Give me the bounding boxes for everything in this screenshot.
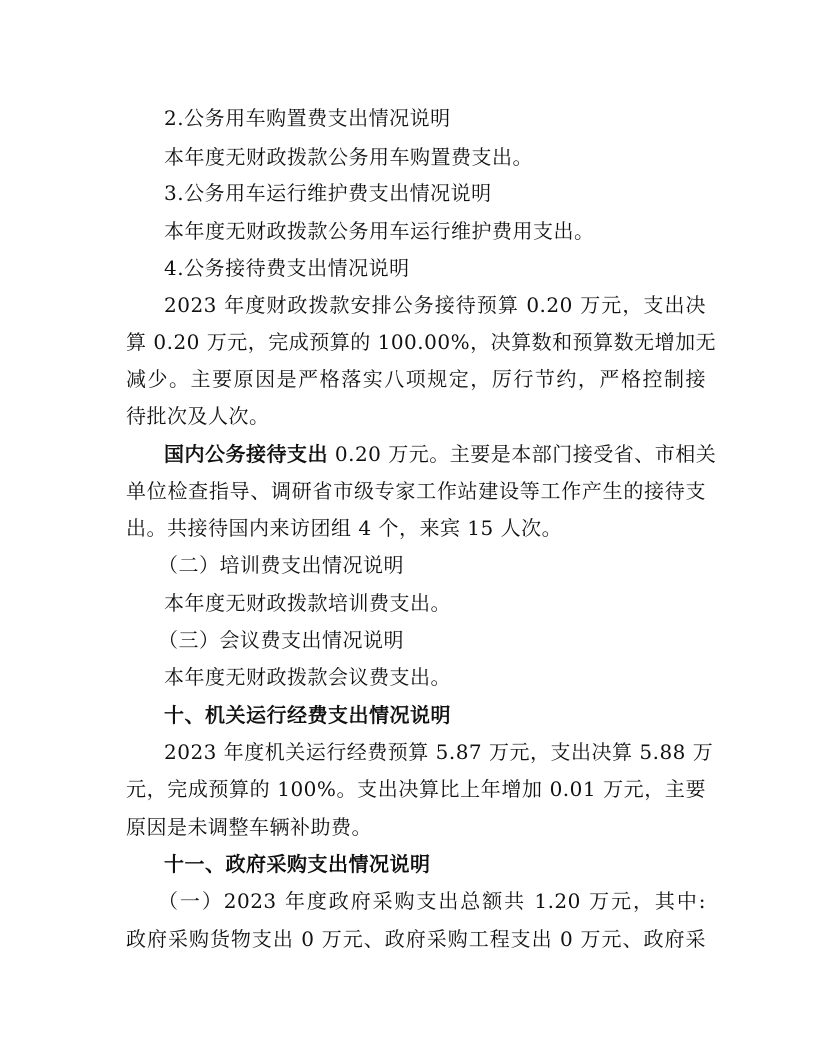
paragraph-section-10-line-2: 元，完成预算的 100%。支出决算比上年增加 0.01 万元，主要: [126, 777, 706, 801]
paragraph-reception-line-2: 算 0.20 万元，完成预算的 100.00%，决算数和预算数无增加无: [126, 330, 717, 354]
domestic-reception-text: 0.20 万元。主要是本部门接受省、市相关: [328, 442, 717, 466]
paragraph-section-10-line-3: 原因是未调整车辆补助费。: [126, 815, 372, 839]
paragraph-vehicle-purchase: 本年度无财政拨款公务用车购置费支出。: [164, 145, 533, 169]
paragraph-reception-line-4: 待批次及人次。: [126, 404, 270, 428]
heading-training: （二）培训费支出情况说明: [158, 553, 404, 577]
paragraph-meeting: 本年度无财政拨款会议费支出。: [164, 665, 451, 689]
heading-meeting: （三）会议费支出情况说明: [158, 628, 404, 652]
paragraph-vehicle-maintenance: 本年度无财政拨款公务用车运行维护费用支出。: [164, 219, 595, 243]
heading-vehicle-maintenance: 3.公务用车运行维护费支出情况说明: [164, 181, 492, 205]
heading-reception: 4.公务接待费支出情况说明: [164, 256, 410, 280]
paragraph-section-10-line-1: 2023 年度机关运行经费预算 5.87 万元，支出决算 5.88 万: [164, 740, 714, 764]
paragraph-reception-line-1: 2023 年度财政拨款安排公务接待预算 0.20 万元，支出决: [164, 293, 706, 317]
paragraph-section-11-line-1: （一）2023 年度政府采购支出总额共 1.20 万元，其中:: [158, 889, 706, 913]
domestic-reception-label: 国内公务接待支出: [164, 442, 328, 466]
paragraph-reception-line-3: 减少。主要原因是严格落实八项规定，厉行节约，严格控制接: [126, 367, 706, 391]
paragraph-domestic-reception-line-2: 单位检查指导、调研省市级专家工作站建设等工作产生的接待支: [126, 479, 706, 503]
heading-section-11: 十一、政府采购支出情况说明: [164, 852, 431, 876]
paragraph-domestic-reception-line-1: [164, 439, 717, 469]
heading-section-10: 十、机关运行经费支出情况说明: [164, 703, 451, 727]
paragraph-training: 本年度无财政拨款培训费支出。: [164, 591, 451, 615]
paragraph-domestic-reception-line-3: 出。共接待国内来访团组 4 个，来宾 15 人次。: [126, 516, 563, 540]
heading-vehicle-purchase: 2.公务用车购置费支出情况说明: [164, 106, 451, 130]
paragraph-section-11-line-2: 政府采购货物支出 0 万元、政府采购工程支出 0 万元、政府采: [126, 927, 706, 951]
